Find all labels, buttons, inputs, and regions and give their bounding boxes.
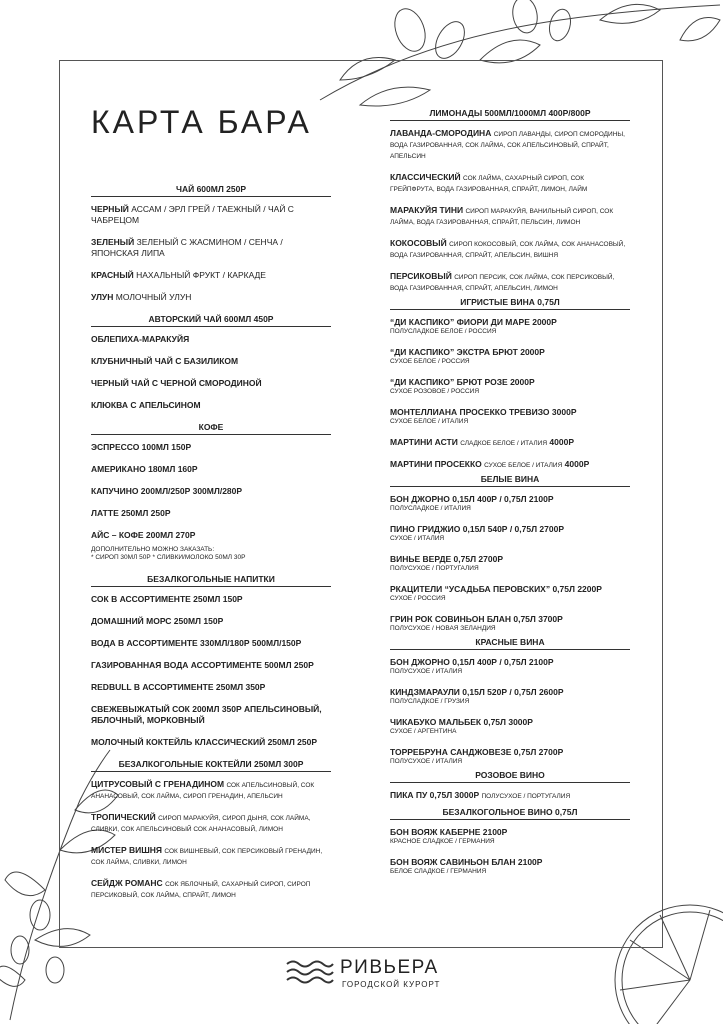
menu-item: “ДИ КАСПИКО” ЭКСТРА БРЮТ 2000Р СУХОЕ БЕЛОЕ / РОССИЯ — [390, 347, 545, 365]
menu-item: ЭСПРЕССО 100МЛ 150Р — [91, 442, 192, 452]
menu-item: СВЕЖЕВЫЖАТЫЙ СОК 200МЛ 350Р АПЕЛЬСИНОВЫЙ, ЯБЛОЧНЫЙ, МОРКОВНЫЙ — [91, 704, 322, 725]
tea-section-header: ЧАЙ 600МЛ 250Р — [91, 184, 331, 197]
lemonade-section-header: ЛИМОНАДЫ 500МЛ/1000МЛ 400Р/800Р — [390, 108, 630, 121]
menu-item: ГРИН РОК СОВИНЬОН БЛАН 0,75Л 3700Р ПОЛУСУХОЕ / НОВАЯ ЗЕЛАНДИЯ — [390, 614, 563, 632]
menu-item: БОН ДЖОРНО 0,15Л 400Р / 0,75Л 2100Р ПОЛУСЛАДКОЕ / ИТАЛИЯ — [390, 494, 554, 512]
menu-item: КОКОСОВЫЙ СИРОП КОКОСОВЫЙ, СОК ЛАЙМА, СОК АНАНАСОВЫЙ, ВОДА ГАЗИРОВАННАЯ, СПРАЙТ, АПЕЛЬСИН, ВИШНЯ — [390, 238, 626, 259]
cocktails-section-header: БЕЗАЛКОГОЛЬНЫЕ КОКТЕЙЛИ 250МЛ 300Р — [91, 759, 331, 772]
menu-item: REDBULL В АССОРТИМЕНТЕ 250МЛ 350Р — [91, 682, 266, 692]
menu-item: ТОРРЕБРУНА САНДЖОВЕЗЕ 0,75Л 2700Р ПОЛУСУХОЕ / ИТАЛИЯ — [390, 747, 564, 765]
menu-item: АЙС – КОФЕ 200МЛ 270Р — [91, 530, 196, 540]
coffee-section-header: КОФЕ — [91, 422, 331, 435]
riviera-waves-logo-icon — [285, 958, 335, 988]
menu-item: БОН ВОЯЖ КАБЕРНЕ 2100Р КРАСНОЕ СЛАДКОЕ / ГЕРМАНИЯ — [390, 827, 508, 845]
left-column — [91, 184, 331, 911]
menu-item: КЛЮКВА С АПЕЛЬСИНОМ — [91, 400, 201, 410]
menu-item: ПИКА ПУ 0,75Л 3000Р ПОЛУСУХОЕ / ПОРТУГАЛИЯ — [390, 790, 571, 800]
nonalcoholic-wine-section-header: БЕЗАЛКОГОЛЬНОЕ ВИНО 0,75Л — [390, 807, 630, 820]
menu-item: ЛАВАНДА-СМОРОДИНА СИРОП ЛАВАНДЫ, СИРОП СМОРОДИНЫ, ВОДА ГАЗИРОВАННАЯ, СОК ЛАЙМА, СОК АПЕЛЬСИНОВЫЙ, СПРАЙТ, АПЕЛЬСИН — [390, 128, 625, 160]
menu-item: ЛАТТЕ 250МЛ 250Р — [91, 508, 171, 518]
menu-item: ЦИТРУСОВЫЙ С ГРЕНАДИНОМ СОК АПЕЛЬСИНОВЫЙ, СОК АНАНАСОВЫЙ, СОК ЛАЙМА, СИРОП ГРЕНАДИН, АПЕЛЬСИН — [91, 779, 315, 800]
menu-item: ПЕРСИКОВЫЙ СИРОП ПЕРСИК, СОК ЛАЙМА, СОК ПЕРСИКОВЫЙ, ВОДА ГАЗИРОВАННАЯ, СПРАЙТ, АПЕЛЬСИН, ЛИМОН — [390, 271, 615, 292]
menu-item: УЛУН МОЛОЧНЫЙ УЛУН — [91, 292, 192, 302]
soft-drinks-section-header: БЕЗАЛКОГОЛЬНЫЕ НАПИТКИ — [91, 574, 331, 587]
menu-item: МАРАКУЙЯ ТИНИ СИРОП МАРАКУЙЯ, ВАНИЛЬНЫЙ СИРОП, СОК ЛАЙМА, ВОДА ГАЗИРОВАННАЯ, СПРАЙТ, ПЕЛЬСИН, ЛИМОН — [390, 205, 614, 226]
menu-item: ОБЛЕПИХА-МАРАКУЙЯ — [91, 334, 190, 344]
menu-item: ВИНЬЕ ВЕРДЕ 0,75Л 2700Р ПОЛУСУХОЕ / ПОРТУГАЛИЯ — [390, 554, 504, 572]
menu-item: КЛУБНИЧНЫЙ ЧАЙ С БАЗИЛИКОМ — [91, 356, 239, 366]
sparkling-section-header: ИГРИСТЫЕ ВИНА 0,75Л — [390, 297, 630, 310]
menu-item: КИНДЗМАРАУЛИ 0,15Л 520Р / 0,75Л 2600Р ПОЛУСЛАДКОЕ / ГРУЗИЯ — [390, 687, 564, 705]
menu-item: КАПУЧИНО 200МЛ/250Р 300МЛ/280Р — [91, 486, 243, 496]
menu-item: “ДИ КАСПИКО” ФИОРИ ДИ МАРЕ 2000Р ПОЛУСЛАДКОЕ БЕЛОЕ / РОССИЯ — [390, 317, 557, 335]
page-title: КАРТА БАРА — [91, 104, 312, 140]
menu-item: ЗЕЛЕНЫЙ ЗЕЛЕНЫЙ С ЖАСМИНОМ / СЕНЧА / ЯПОНСКАЯ ЛИПА — [91, 237, 283, 258]
menu-item: КЛАССИЧЕСКИЙ СОК ЛАЙМА, САХАРНЫЙ СИРОП, СОК ГРЕЙПФРУТА, ВОДА ГАЗИРОВАННАЯ, СПРАЙТ, ЛИМОН, ЛАЙМ — [390, 172, 588, 193]
menu-item: “ДИ КАСПИКО” БРЮТ РОЗЕ 2000Р СУХОЕ РОЗОВОЕ / РОССИЯ — [390, 377, 535, 395]
menu-item: ЧЕРНЫЙ ЧАЙ С ЧЕРНОЙ СМОРОДИНОЙ — [91, 378, 262, 388]
menu-item: БОН ДЖОРНО 0,15Л 400Р / 0,75Л 2100Р ПОЛУСУХОЕ / ИТАЛИЯ — [390, 657, 554, 675]
menu-item: ТРОПИЧЕСКИЙ СИРОП МАРАКУЙЯ, СИРОП ДЫНЯ, СОК ЛАЙМА, СЛИВКИ, СОК АПЕЛЬСИНОВЫЙ СОК АНАНАСОВЫЙ, ЛИМОН — [91, 812, 311, 833]
menu-item: ВОДА В АССОРТИМЕНТЕ 330МЛ/180Р 500МЛ/150Р — [91, 638, 302, 648]
menu-item: МАРТИНИ АСТИ СЛАДКОЕ БЕЛОЕ / ИТАЛИЯ 4000Р — [390, 437, 575, 447]
author-tea-section-header: АВТОРСКИЙ ЧАЙ 600МЛ 450Р — [91, 314, 331, 327]
right-column — [390, 108, 630, 887]
menu-item: МИСТЕР ВИШНЯ СОК ВИШНЕВЫЙ, СОК ПЕРСИКОВЫЙ ГРЕНАДИН, СОК ЛАЙМА, СЛИВКИ, ЛИМОН — [91, 845, 323, 866]
menu-item: ДОМАШНИЙ МОРС 250МЛ 150Р — [91, 616, 224, 626]
coffee-note: ДОПОЛНИТЕЛЬНО МОЖНО ЗАКАЗАТЬ: * СИРОП 30МЛ 50Р * СЛИВКИ/МОЛОКО 50МЛ 30Р — [91, 546, 246, 561]
menu-item: ЧИКАБУКО МАЛЬБЕК 0,75Л 3000Р СУХОЕ / АРГЕНТИНА — [390, 717, 533, 735]
menu-item: ПИНО ГРИДЖИО 0,15Л 540Р / 0,75Л 2700Р СУХОЕ / ИТАЛИЯ — [390, 524, 565, 542]
menu-item: ЧЕРНЫЙ АССАМ / ЭРЛ ГРЕЙ / ТАЕЖНЫЙ / ЧАЙ С ЧАБРЕЦОМ — [91, 204, 294, 225]
menu-item: СОК В АССОРТИМЕНТЕ 250МЛ 150Р — [91, 594, 243, 604]
menu-item: МАРТИНИ ПРОСЕККО СУХОЕ БЕЛОЕ / ИТАЛИЯ 4000Р — [390, 459, 590, 469]
menu-item: АМЕРИКАНО 180МЛ 160Р — [91, 464, 198, 474]
logo-subtitle: ГОРОДСКОЙ КУРОРТ — [342, 980, 441, 989]
menu-item: ГАЗИРОВАННАЯ ВОДА АССОРТИМЕНТЕ 500МЛ 250Р — [91, 660, 314, 670]
menu-item: МОНТЕЛЛИАНА ПРОСЕККО ТРЕВИЗО 3000Р СУХОЕ БЕЛОЕ / ИТАЛИЯ — [390, 407, 577, 425]
menu-item: СЕЙДЖ РОМАНС СОК ЯБЛОЧНЫЙ, САХАРНЫЙ СИРОП, СИРОП ПЕРСИКОВЫЙ, СОК ЛАЙМА, СПРАЙТ, ЛИМОН — [91, 878, 311, 899]
menu-item: МОЛОЧНЫЙ КОКТЕЙЛЬ КЛАССИЧЕСКИЙ 250МЛ 250Р — [91, 737, 318, 747]
rose-wine-section-header: РОЗОВОЕ ВИНО — [390, 770, 630, 783]
red-wine-section-header: КРАСНЫЕ ВИНА — [390, 637, 630, 650]
menu-item: РКАЦИТЕЛИ “УСАДЬБА ПЕРОВСКИХ” 0,75Л 2200Р СУХОЕ / РОССИЯ — [390, 584, 602, 602]
menu-item: КРАСНЫЙ НАХАЛЬНЫЙ ФРУКТ / КАРКАДЕ — [91, 270, 266, 280]
logo-name: РИВЬЕРА — [340, 957, 439, 978]
white-wine-section-header: БЕЛЫЕ ВИНА — [390, 474, 630, 487]
menu-item: БОН ВОЯЖ САВИНЬОН БЛАН 2100Р БЕЛОЕ СЛАДКОЕ / ГЕРМАНИЯ — [390, 857, 543, 875]
